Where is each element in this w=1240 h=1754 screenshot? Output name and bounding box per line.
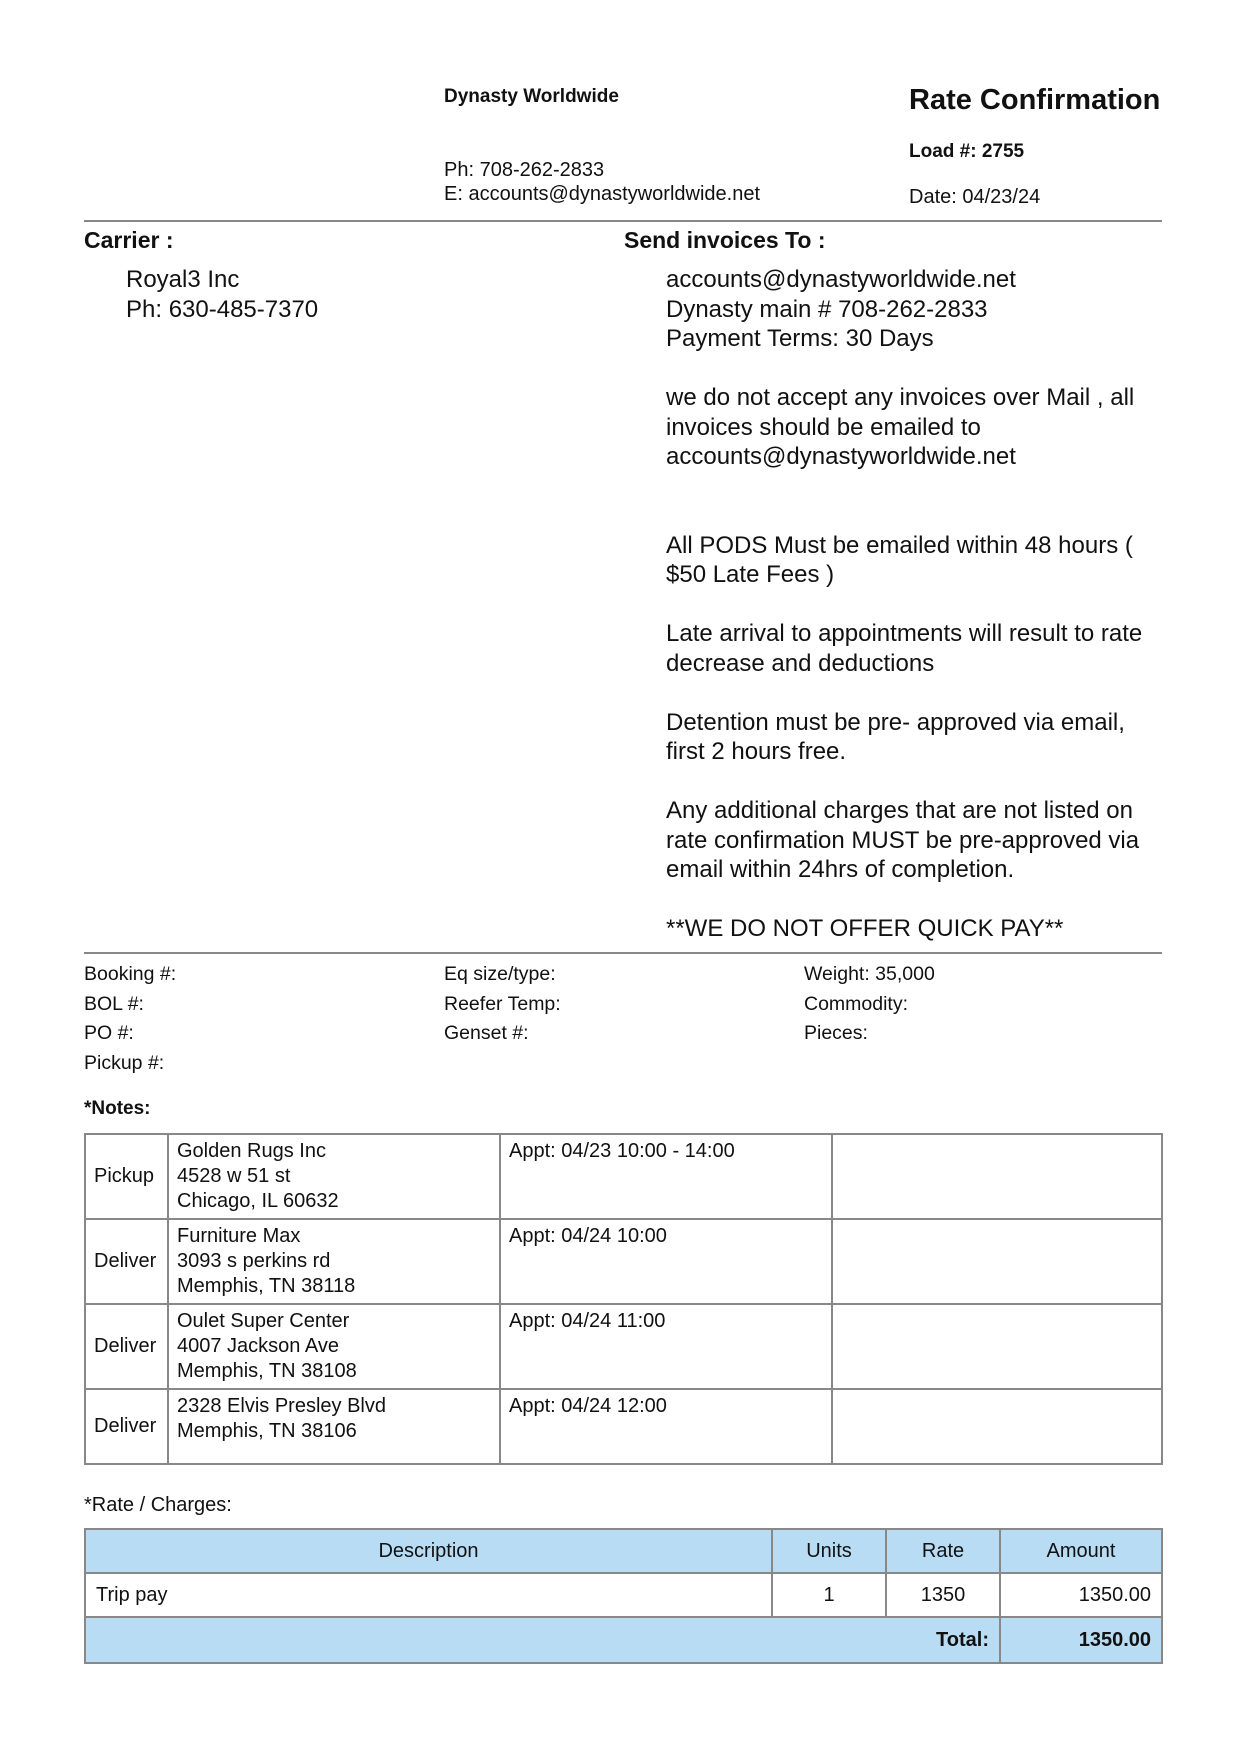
invoice-main-phone: Dynasty main # 708-262-2833 <box>666 295 988 323</box>
table-header-row <box>85 1529 1162 1573</box>
instruction-paragraph: All PODS Must be emailed within 48 hours ( $50 Late Fees ) <box>666 531 1133 588</box>
header-description: Description <box>85 1529 772 1573</box>
stop-type: Deliver <box>85 1389 168 1464</box>
stop-address <box>168 1389 500 1464</box>
instruction-paragraph: Detention must be pre- approved via email, first 2 hours free. <box>666 708 1125 765</box>
header-rate: Rate <box>886 1529 1000 1573</box>
total-label: Total: <box>85 1617 1000 1663</box>
invoice-contact <box>666 265 1166 354</box>
stops-table <box>84 1133 1163 1465</box>
header-units: Units <box>772 1529 886 1573</box>
pickup-number: Pickup #: <box>84 1051 165 1074</box>
charge-amount: 1350.00 <box>1000 1573 1162 1617</box>
stop-address-line: Memphis, TN 38106 <box>177 1420 357 1442</box>
table-row <box>85 1134 1162 1219</box>
stop-type: Deliver <box>85 1304 168 1389</box>
stop-address-line: Oulet Super Center <box>177 1310 350 1332</box>
instruction-paragraph: we do not accept any invoices over Mail , all invoices should be emailed to accounts@dynastyworldwide.net <box>666 384 1135 470</box>
stop-extra <box>832 1134 1162 1219</box>
invoice-email: accounts@dynastyworldwide.net <box>666 266 1016 293</box>
invoices-label: Send invoices To : <box>624 227 826 253</box>
stop-appointment: Appt: 04/23 10:00 - 14:00 <box>500 1134 832 1219</box>
commodity: Commodity: <box>804 992 909 1015</box>
company-email: E: accounts@dynastyworldwide.net <box>444 183 761 205</box>
company-phone: Ph: 708-262-2833 <box>444 159 605 181</box>
stop-address <box>168 1219 500 1304</box>
genset-number: Genset #: <box>444 1022 529 1044</box>
table-row <box>85 1219 1162 1304</box>
reefer-temp: Reefer Temp: <box>444 992 561 1015</box>
charges-label: *Rate / Charges: <box>84 1494 232 1516</box>
stop-extra <box>832 1304 1162 1389</box>
stop-appointment: Appt: 04/24 12:00 <box>500 1389 832 1464</box>
load-number: Load #: 2755 <box>909 141 1025 162</box>
table-row <box>85 1573 1162 1617</box>
stop-type: Pickup <box>85 1134 168 1219</box>
stop-address-line: Memphis, TN 38118 <box>177 1275 356 1297</box>
charge-rate: 1350 <box>886 1573 1000 1617</box>
info-divider <box>84 952 1162 954</box>
stop-extra <box>832 1389 1162 1464</box>
stop-appointment: Appt: 04/24 11:00 <box>500 1304 832 1389</box>
carrier-name: Royal3 Inc <box>126 266 240 293</box>
info-column-2 <box>444 960 561 1049</box>
header-amount: Amount <box>1000 1529 1162 1573</box>
document-title: Rate Confirmation <box>909 84 1161 116</box>
po-number: PO #: <box>84 1022 134 1044</box>
carrier-label: Carrier : <box>84 227 174 253</box>
total-row <box>85 1617 1162 1663</box>
stop-address-line: Golden Rugs Inc <box>177 1140 326 1162</box>
booking-number: Booking #: <box>84 963 177 985</box>
info-column-1 <box>84 960 176 1078</box>
header-divider <box>84 220 1162 222</box>
bol-number: BOL #: <box>84 992 144 1015</box>
stop-appointment: Appt: 04/24 10:00 <box>500 1219 832 1304</box>
carrier-phone: Ph: 630-485-7370 <box>126 295 319 323</box>
stop-address-line: Memphis, TN 38108 <box>177 1360 357 1382</box>
stop-address <box>168 1134 500 1219</box>
stop-address-line: Chicago, IL 60632 <box>177 1190 339 1212</box>
table-row <box>85 1389 1162 1464</box>
charges-table <box>84 1528 1163 1664</box>
weight: Weight: 35,000 <box>804 963 935 985</box>
quick-pay-notice: **WE DO NOT OFFER QUICK PAY** <box>666 915 1064 942</box>
carrier-info <box>126 265 318 324</box>
payment-terms: Payment Terms: 30 Days <box>666 325 934 352</box>
charge-units: 1 <box>772 1573 886 1617</box>
instruction-paragraph: Late arrival to appointments will result to rate decrease and deductions <box>666 620 1143 677</box>
invoice-instructions <box>666 265 1166 973</box>
table-row <box>85 1304 1162 1389</box>
stop-address-line: 4528 w 51 st <box>177 1165 291 1187</box>
info-column-3 <box>804 960 935 1049</box>
instruction-paragraph: Any additional charges that are not listed on rate confirmation MUST be pre-approved via email within 24hrs of completion. <box>666 797 1140 883</box>
equipment-type: Eq size/type: <box>444 963 556 985</box>
document-date: Date: 04/23/24 <box>909 186 1041 208</box>
stop-address-line: 3093 s perkins rd <box>177 1250 331 1272</box>
stop-address-line: Furniture Max <box>177 1225 301 1247</box>
stop-address-line: 4007 Jackson Ave <box>177 1335 339 1357</box>
pieces: Pieces: <box>804 1022 868 1044</box>
stop-type: Deliver <box>85 1219 168 1304</box>
stop-address <box>168 1304 500 1389</box>
charge-description: Trip pay <box>85 1573 772 1617</box>
total-amount: 1350.00 <box>1000 1617 1162 1663</box>
company-name: Dynasty Worldwide <box>444 86 619 107</box>
stop-extra <box>832 1219 1162 1304</box>
stop-address-line: 2328 Elvis Presley Blvd <box>177 1395 386 1417</box>
notes-label: *Notes: <box>84 1098 151 1119</box>
